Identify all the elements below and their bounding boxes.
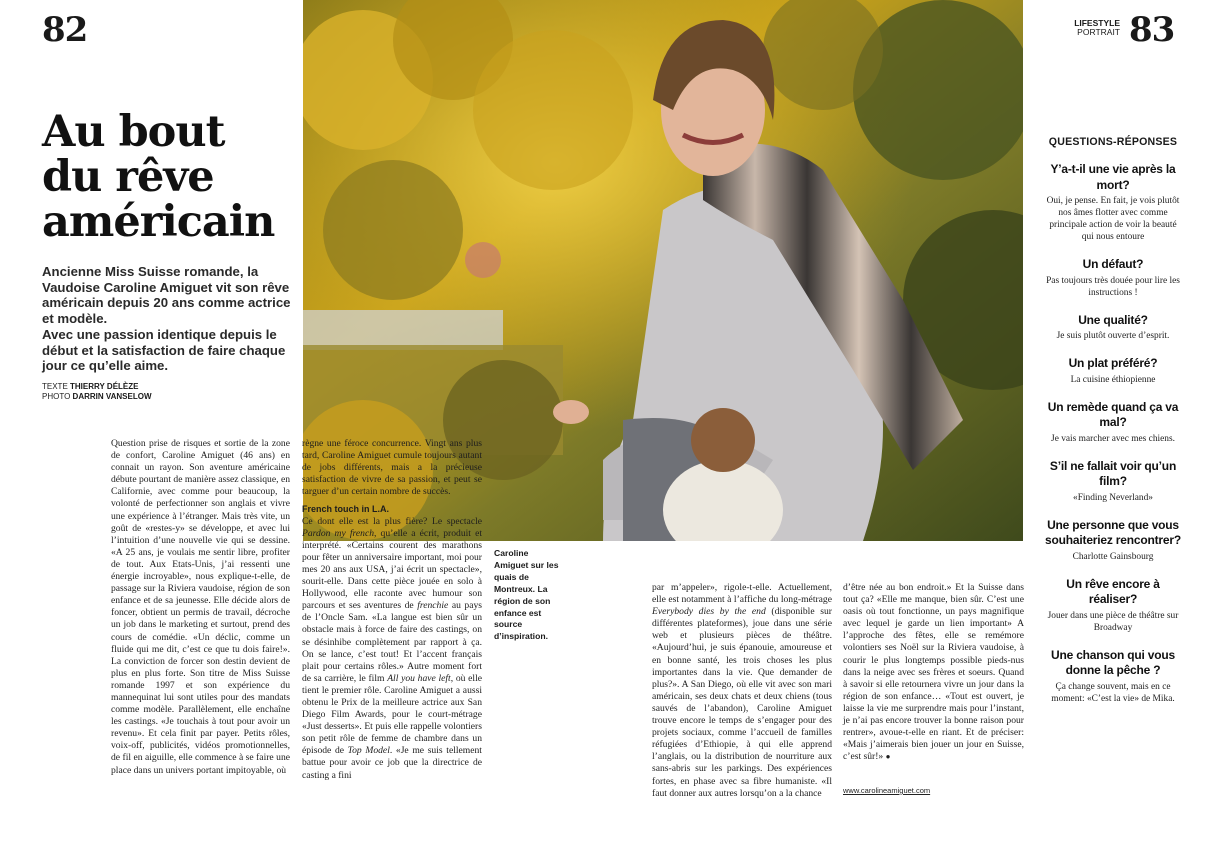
qa-item bbox=[1043, 459, 1183, 504]
qa-answer: Je vais marcher avec mes chiens. bbox=[1051, 433, 1175, 444]
article-lead bbox=[42, 264, 302, 374]
body-text: au pays de l’Oncle Sam. «La langue est bien sûr un obstacle mais à force de faire des castings, on se désinhibe complètement par rapport à ça. On se lance, c’est tout! Et l’accent français plait pour certains rôles.» Autre moment fort de sa carrière, le film bbox=[302, 600, 482, 684]
qa-question: Un remède quand ça va mal? bbox=[1047, 399, 1179, 429]
show-title: Pardon my french bbox=[302, 527, 375, 539]
title-line-2: du rêve bbox=[42, 152, 214, 202]
qa-item bbox=[1043, 356, 1183, 386]
body-paragraph bbox=[843, 582, 1024, 763]
qa-answer: Oui, je pense. En fait, je vois plutôt nos âmes flotter avec comme principale action de voir la beauté qui nous entoure bbox=[1046, 196, 1180, 242]
lead-paragraph-1: Ancienne Miss Suisse romande, la Vaudoise Caroline Amiguet vit son rêve américain depuis 20 ans comme actrice et modèle. bbox=[42, 264, 291, 327]
qa-item bbox=[1043, 648, 1183, 705]
body-text: (disponible sur différentes plateformes), joue dans une série web et plusieurs pièces de théâtre. «Aujourd’hui, je suis épanouie, amoureuse et en bonne santé, les trois choses les plus importantes dans la vie. Que demander de plus?». A San Diego, où elle vit avec son mari américain, ses deux chats et deux chiens (tous sauvés de l’abandon), Caroline Amiguet trouve encore le temps de s’engager pour des projets sociaux, comme l’accueil de familles réfugiées d’Ethiopie, à qui elle apprend l’anglais, ou la distribution de nourriture aux sans-abris sur les parkings. Des expériences fortes, en phase avec sa fibre humaniste. «Il faut donner aux autres lorsqu’on a la chance bbox=[652, 606, 832, 799]
qa-item bbox=[1043, 313, 1183, 343]
rubric-subsection: PORTRAIT bbox=[1077, 27, 1120, 37]
body-paragraph bbox=[652, 582, 832, 800]
qa-answer: «Finding Neverland» bbox=[1073, 492, 1153, 503]
qa-item bbox=[1043, 162, 1183, 243]
series-title: Top Model bbox=[347, 745, 390, 757]
qa-item bbox=[1043, 577, 1183, 634]
qa-question: Une qualité? bbox=[1078, 312, 1148, 327]
qa-heading: QUESTIONS-RÉPONSES bbox=[1048, 136, 1178, 148]
body-column-3 bbox=[652, 582, 832, 800]
body-text: , où elle tient le premier rôle. Caroline Amiguet a aussi obtenu le Prix de la meilleure actrice aux San Diego Film Awards, pour le court-métrage «Just desserts». Et puis elle rappelle volontiers son petit rôle de femme de chambre dans un épisode de bbox=[302, 672, 482, 757]
page-number-right: 83 bbox=[1129, 10, 1175, 50]
body-column-2 bbox=[302, 438, 482, 782]
qa-sidebar bbox=[1043, 136, 1183, 719]
qa-question: Une chanson qui vous donne la pêche ? bbox=[1050, 647, 1176, 677]
page-number-left: 82 bbox=[42, 10, 88, 50]
photo-credit-label: PHOTO bbox=[42, 392, 71, 401]
qa-item bbox=[1043, 400, 1183, 445]
rubric bbox=[1058, 19, 1120, 37]
qa-answer: La cuisine éthiopienne bbox=[1070, 374, 1156, 385]
qa-question: Une personne que vous souhaiteriez rencontrer? bbox=[1045, 517, 1181, 547]
qa-answer: Charlotte Gainsbourg bbox=[1072, 551, 1154, 562]
title-line-3: américain bbox=[42, 197, 275, 247]
body-text: d’être née au bon endroit.» Et la Suisse dans tout ça? «Elle me manque, bien sûr. C’est une oasis où tout fonctionne, un pays magnifique avec lequel je garde un lien important» A l’approche des fêtes, elle se remémore volontiers ses Noël sur la Riviera vaudoise, à courir le plus longtemps possible pieds-nus dans la neige avec ses frères et soeurs. Quand à savoir si elle retournera vivre un jour dans la région de son enfance… «Tout est ouvert, je laisse la vie me surprendre mais pour l’instant, je n’ai pas encore trouver la bonne raison pour rentrer», avoue-t-elle en riant. Et de préciser: «Mais j’aimerais bien jouer un jour en Suisse, c’est sûr!» bbox=[843, 582, 1024, 763]
qa-question: Y’a-t-il une vie après la mort? bbox=[1050, 162, 1176, 192]
qa-question: S’il ne fallait voir qu’un film? bbox=[1049, 458, 1177, 488]
body-column-4 bbox=[843, 582, 1024, 763]
body-text: par m’appeler», rigole-t-elle. Actuellement, elle est notamment à l’affiche du long-métrage bbox=[652, 582, 832, 606]
italic-word: frenchie bbox=[417, 600, 449, 612]
body-paragraph: règne une féroce concurrence. Vingt ans plus tard, Caroline Amiguet cumule toujours autant de jobs différents, mais a la précieuse satisfaction de vivre de sa passion, et peut se targuer d’un certain nombre de succès. bbox=[302, 438, 482, 498]
film-title: All you have left bbox=[387, 672, 451, 684]
photo-caption: Caroline Amiguet sur les quais de Montreux. La région de son enfance est source d’inspiration. bbox=[494, 548, 559, 642]
body-paragraph bbox=[302, 516, 482, 782]
qa-answer: Je suis plutôt ouverte d’esprit. bbox=[1056, 331, 1170, 341]
rubric-section: LIFESTYLE bbox=[1074, 18, 1120, 28]
lead-paragraph-2: Avec une passion identique depuis le début et la satisfaction de faire chaque jour ce qu’elle aime. bbox=[42, 326, 286, 374]
body-text: Ce dont elle est la plus fière? Le spectacle bbox=[302, 515, 482, 527]
section-subheading: French touch in L.A. bbox=[302, 504, 389, 515]
photo-credit-author: DARRIN VANSELOW bbox=[72, 392, 152, 401]
qa-answer: Pas toujours très douée pour lire les instructions ! bbox=[1046, 275, 1180, 298]
body-text: , qu’elle a écrit, produit et interprété. «Certains courent des marathons pour fêter un anniversaire important, moi pour mes 20 ans aux USA, j’ai écrit un spectacle», sourit-elle. Dans cette pièce jouée en solo à Hollywood, elle raconte avec humour son parcours et ses aventures de bbox=[302, 527, 482, 612]
qa-item bbox=[1043, 518, 1183, 563]
text-credit-label: TEXTE bbox=[42, 382, 68, 391]
end-mark-icon: ● bbox=[885, 752, 891, 762]
qa-question: Un rêve encore à réaliser? bbox=[1066, 576, 1160, 606]
text-credit-author: THIERRY DÉLÈZE bbox=[70, 382, 139, 391]
body-column-1 bbox=[111, 438, 290, 777]
website-link[interactable]: www.carolineamiguet.com bbox=[843, 786, 931, 795]
qa-item bbox=[1043, 257, 1183, 299]
title-line-1: Au bout bbox=[42, 107, 225, 157]
qa-answer: Jouer dans une pièce de théâtre sur Broadway bbox=[1047, 610, 1179, 633]
article-credits bbox=[42, 382, 152, 402]
film-title: Everybody dies by the end bbox=[652, 606, 766, 618]
body-text: . «Je me suis tellement battue pour avoir ce job que la directrice de casting a fini bbox=[302, 745, 482, 781]
article-title bbox=[42, 107, 292, 247]
qa-answer: Ça change souvent, mais en ce moment: «C’est la vie» de Mika. bbox=[1051, 681, 1175, 704]
qa-question: Un défaut? bbox=[1082, 257, 1144, 271]
qa-question: Un plat préféré? bbox=[1068, 356, 1158, 370]
body-paragraph: Question prise de risques et sortie de la zone de confort, Caroline Amiguet (46 ans) en connait un rayon. Son aventure américaine débute pourtant de manière assez classique, en Californie, avec comme pour beaucoup, la volonté de perfectionner son anglais et vivre une expérience à l’étranger. Mais très vite, un goût de «restes-y» se développe, et avec lui l’intuition d’une nouvelle vie qui se dessine. «A 25 ans, je voulais me sentir libre, profiter de tout. Aux Etats-Unis, j’ai ressenti une énergie incroyable», nous explique-t-elle, de passage sur la Riviera vaudoise, région de son enfance et de sa jeunesse. Elle décide alors de foncer, obtient un permis de travail, décroche un job dans le marketing et surtout, prend des cours de comédie. «Un déclic, comme un fluide qui me dit, c’est ce que tu dois faire!». La conviction de forcer son destin devient de plus en plus forte. Son titre de Miss Suisse romande 1997 et son expérience du mannequinat lui sont utiles pour des mandats comme modèle. Parallèlement, elle enchaîne les castings. «Je touchais à tout pour avoir un revenu». Et cela finit par payer. Petits rôles, voix-off, publicités, vidéos promotionnelles, de fil en aiguille, elle commence à se faire une place dans un univers portant impitoyable, où bbox=[111, 438, 290, 776]
